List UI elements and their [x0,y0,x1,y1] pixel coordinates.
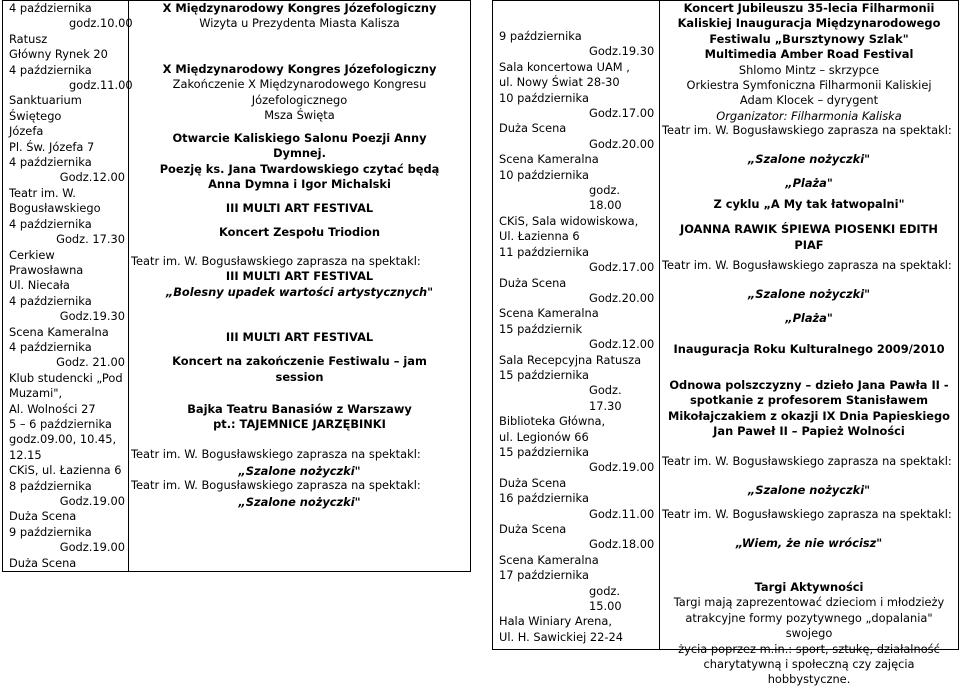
event-place: Scena Kameralna [499,306,599,321]
event-block [662,454,956,507]
event-title: Inauguracja Roku Kulturalnego 2009/2010 [673,342,945,356]
event-venue-intro: Teatr im. W. Bogusławskiego zaprasza na spektakl: [662,507,952,521]
event-block [131,447,468,478]
date-block [499,568,655,645]
date-block [499,245,655,322]
event-date: 15 października [499,444,589,459]
show-title: „Szalone nożyczki" [747,483,871,498]
event-place: Cerkiew Prawosławna [9,247,84,277]
show-title: „Szalone nożyczki" [747,152,871,167]
event-place: CKiS, Sala widowiskowa, [499,213,639,228]
event-title: charytatywną i społeczną czy zajęcia hobbystyczne. [703,657,915,687]
date-block [499,368,655,445]
event-subtitle: Wizyta u Prezydenta Miasta Kalisza [199,16,400,31]
event-time: Godz.19.30 [59,309,125,324]
event-time: godz. 18.00 [589,183,622,213]
event-place: Hala Winiary Arena, [499,614,612,629]
event-place: Scena Kameralna [499,552,599,567]
event-place: Duża Scena [9,509,77,524]
left-schedule-table [2,0,471,572]
event-title: Koncert Jubileuszu 35-lecia Filharmonii [683,1,935,15]
event-block [131,1,468,62]
right-dates-cell [493,1,660,650]
event-time: Godz.12.00 [59,170,125,185]
event-time: Godz.19.00 [589,460,655,475]
event-block [131,478,468,518]
event-place: Teatr im. W. [9,185,76,200]
event-title: Poezję ks. Jana Twardowskiego czytać będą [159,161,440,176]
event-title: Koncert Zespołu Triodion [219,225,380,240]
event-block [662,580,956,687]
event-title [662,212,956,222]
event-place: Duża Scena [9,555,77,570]
event-time: Godz.17.00 [589,106,655,121]
event-date: 16 października [499,491,589,506]
event-time: Godz.12.00 [589,337,655,352]
event-place: Bogusławskiego [9,201,101,216]
event-place: Duża Scena [499,121,567,136]
event-venue-intro: Teatr im. W. Bogusławskiego zaprasza na spektakl: [662,123,952,137]
show-title: „Bolesny upadek wartości artystycznych" [165,284,434,299]
event-time: godz.11.00 [69,78,133,93]
event-venue-intro: Teatr im. W. Bogusławskiego zaprasza na spektakl: [662,258,952,272]
event-time: Godz. 21.00 [56,355,125,370]
date-block [499,1,655,91]
event-subtitle: Adam Klocek – dyrygent [739,93,879,108]
event-place: Duża Scena [499,475,567,490]
date-block [9,340,125,417]
event-title: spotkanie z profesorem Stanisławem [690,393,928,408]
date-block [9,479,125,525]
event-time: Godz. 17.30 [56,232,125,247]
event-place: Duża Scena [499,275,567,290]
event-date: 5 – 6 października [9,416,112,431]
event-block [662,342,956,378]
date-block [9,155,125,217]
event-date: 9 października [499,29,582,43]
event-place: Sanktuarium Świętego [9,93,82,123]
date-block [9,294,125,340]
event-subtitle: Shlomo Mintz – skrzypce [738,62,880,77]
organizer: Organizator: Filharmonia Kaliska [716,108,902,123]
event-place: Sala Recepcyjna Ratusza [499,352,642,367]
event-place: Ul. Łazienna 6 [499,229,580,244]
event-block [662,507,956,580]
event-place: ul. Legionów 66 [499,429,589,444]
event-block [662,197,956,258]
event-title [131,216,468,225]
event-block [131,330,468,402]
event-title: Targi Aktywności [754,580,864,594]
event-time: Godz.20.00 [589,136,655,151]
event-block [131,254,468,330]
date-block [499,445,655,491]
event-title: Anna Dymna i Igor Michalski [208,177,391,192]
date-block [499,491,655,568]
event-place: Biblioteka Główna, [499,414,606,429]
event-venue-intro: Teatr im. W. Bogusławskiego zaprasza na spektakl: [131,254,421,268]
event-title: Odnowa polszczyzny – dzieło Jana Pawła II - [669,378,949,392]
event-place: Muzami", [9,386,63,401]
event-place: Sala koncertowa UAM , [499,59,630,74]
show-title: „Szalone nożyczki" [238,464,361,479]
event-date: 4 października [9,1,92,15]
event-title: Festiwalu „Bursztynowy Szlak" [709,31,909,46]
event-venue-intro: Teatr im. W. Bogusławskiego zaprasza na spektakl: [131,447,421,461]
event-block [662,378,956,454]
event-subtitle: Józefologicznego [251,92,348,107]
event-date: 17 października [499,568,589,583]
event-date: 9 października [9,524,92,539]
event-title: Jan Paweł II – Papież Wolności [713,424,905,439]
event-title: Mikołajczakiem z okazji IX Dnia Papieskiego [668,408,950,423]
event-time: Godz.20.00 [589,290,655,305]
show-title: „Szalone nożyczki" [238,495,361,510]
event-place: Scena Kameralna [9,324,109,339]
event-place: Pl. Św. Józefa 7 [9,139,95,154]
date-block [9,417,125,479]
event-subtitle: Msza Święta [264,108,335,123]
date-block [499,91,655,168]
event-subtitle: Zakończenie X Międzynarodowego Kongresu [172,77,427,92]
event-place: Klub studencki „Pod [9,370,123,385]
event-place: Ratusz [9,31,48,46]
event-time: Godz.19.30 [589,44,655,59]
event-title: session [275,369,324,384]
event-place: Scena Kameralna [499,152,599,167]
left-events-cell [129,1,471,572]
date-block [9,1,133,63]
event-time: Godz.19.00 [59,540,125,555]
show-title: „Wiem, że nie wrócisz" [735,536,883,551]
event-time: godz. 15.00 [589,583,622,614]
event-date: 4 października [9,62,92,77]
event-block [131,201,468,254]
event-title: X Międzynarodowy Kongres Józefologiczny [162,62,437,76]
event-title: Kaliskiej Inauguracja Międzynarodowego [677,16,941,31]
event-title: III MULTI ART FESTIVAL [225,201,374,215]
event-title: III MULTI ART FESTIVAL [225,330,374,344]
event-place: CKiS, ul. Łazienna 6 [9,463,122,478]
event-title: PIAF [794,237,824,252]
event-time: Godz.11.00 [589,506,655,521]
event-time: Godz.17.00 [589,260,655,275]
event-title: Bajka Teatru Banasiów z Warszawy [187,402,412,416]
event-title: Multimedia Amber Road Festival [704,47,914,62]
event-date: 4 października [9,293,92,308]
event-time: Godz.18.00 [589,537,655,552]
event-time: godz.10.00 [69,16,133,31]
right-events-cell [660,1,959,687]
event-block [662,258,956,332]
show-title: „Plaża" [785,175,833,190]
event-title: Targi mają zaprezentować dzieciom i młodzieży [673,595,945,610]
event-date: 10 października [499,167,589,182]
date-block [9,217,125,294]
event-block [662,123,956,197]
event-title [131,345,468,354]
event-date: 4 października [9,155,92,170]
event-title: X Międzynarodowy Kongres Józefologiczny [162,1,437,15]
event-place: Józefa [9,124,44,139]
event-place: Duża Scena [499,522,567,536]
event-title: III MULTI ART FESTIVAL [225,269,374,284]
event-date: 4 października [9,216,92,231]
event-date: 10 października [499,90,589,105]
event-place: ul. Nowy Świat 28-30 [499,75,620,90]
date-block [499,168,655,245]
event-time: godz.09.00, 10.45, 12.15 [9,432,117,462]
event-date: 4 października [9,339,92,354]
event-date: 8 października [9,478,92,493]
event-block [662,1,956,123]
event-date: 15 października [499,367,589,382]
event-title: Z cyklu „A My tak łatwopalni" [713,197,905,211]
date-block [9,525,125,571]
event-block [131,62,468,131]
event-venue-intro: Teatr im. W. Bogusławskiego zaprasza na spektakl: [662,454,952,468]
event-title: życia poprzez m.in.: sport, sztukę, działalność [678,641,940,656]
show-title: „Szalone nożyczki" [747,287,871,302]
event-place: Główny Rynek 20 [9,47,108,62]
event-title: Koncert na zakończenie Festiwalu – jam [172,354,427,369]
event-place: Ul. H. Sawickiej 22-24 [499,629,623,644]
event-block [131,402,468,447]
right-schedule-table [492,0,959,687]
date-block [9,62,133,155]
event-title: JOANNA RAWIK ŚPIEWA PIOSENKI EDITH [680,222,938,237]
event-title: atrakcyjne formy pozytywnego „dopalania" swojego [685,610,933,641]
event-subtitle: Orkiestra Symfoniczna Filharmonii Kaliskiej [686,78,932,93]
date-block [499,322,655,368]
event-title: Dymnej. [273,146,326,161]
event-title: Otwarcie Kaliskiego Salonu Poezji Anny [172,131,427,145]
left-dates-cell [3,1,133,572]
event-date: 11 października [499,244,589,259]
event-time: Godz. 17.30 [589,383,622,413]
show-title: „Plaża" [785,310,833,325]
event-block [131,131,468,201]
event-place: Al. Wolności 27 [9,401,96,416]
event-venue-intro: Teatr im. W. Bogusławskiego zaprasza na spektakl: [131,478,421,492]
event-time: Godz.19.00 [59,494,125,508]
event-place: Ul. Niecała [9,278,70,293]
event-title: pt.: TAJEMNICE JARZĘBINKI [213,417,386,432]
event-date: 15 październik [499,321,583,336]
